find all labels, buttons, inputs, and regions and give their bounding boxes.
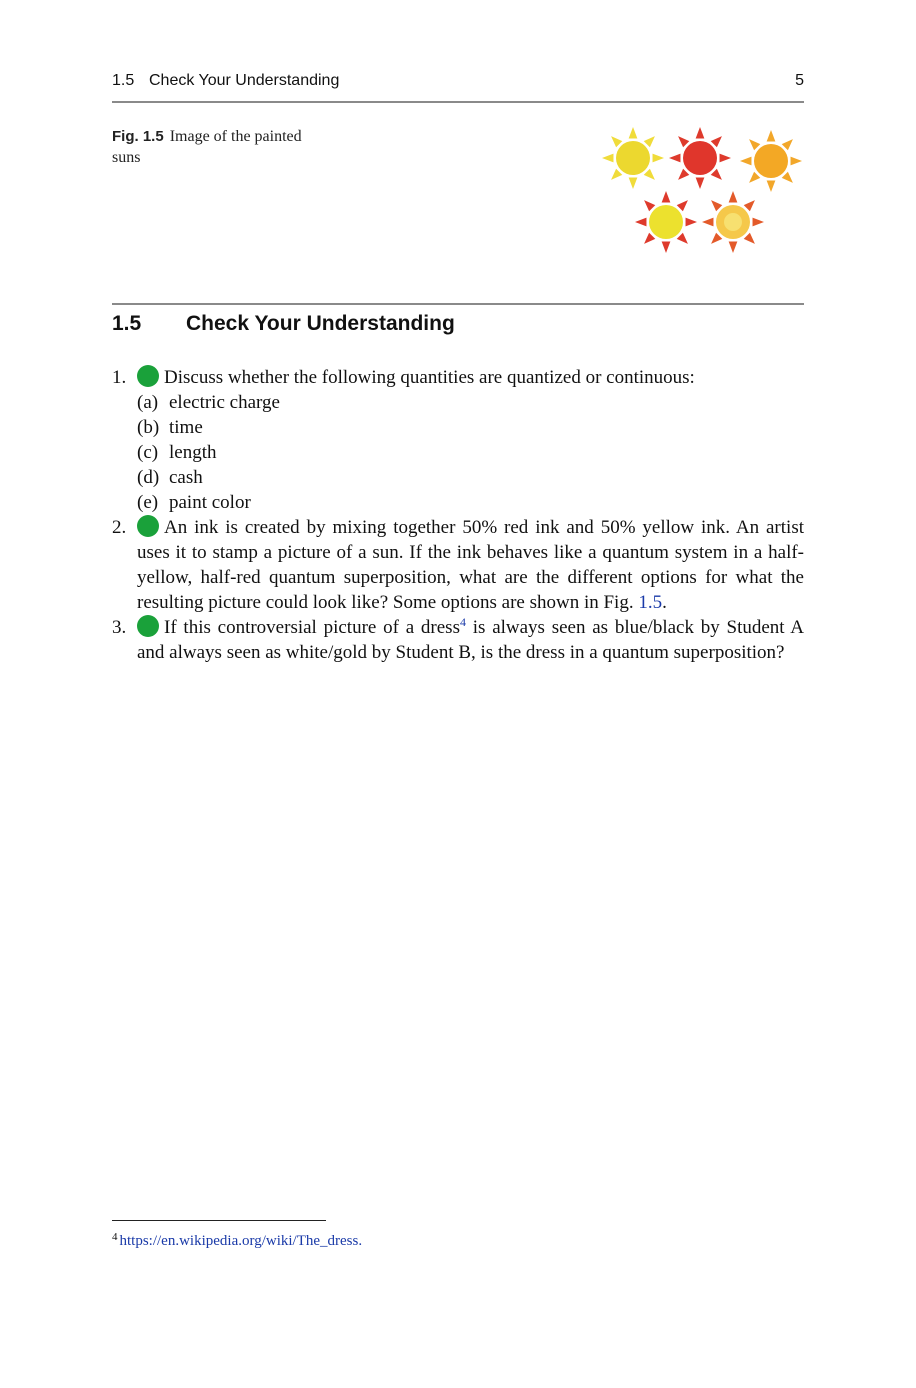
sun-ray — [767, 181, 776, 192]
sun-ray — [711, 169, 722, 180]
header-rule — [112, 101, 804, 103]
difficulty-dot-icon — [137, 615, 159, 637]
exercise-number: 2. — [112, 517, 127, 538]
sun-ray — [678, 136, 689, 147]
sun-red-icon — [669, 127, 731, 189]
page-number: 5 — [795, 72, 804, 89]
exercise-number: 1. — [112, 367, 127, 388]
sun-ray — [644, 136, 655, 147]
sun-ray — [753, 218, 764, 227]
sun-ray — [686, 218, 697, 227]
sun-ray — [662, 191, 671, 202]
running-header-title: Check Your Understanding — [149, 72, 340, 89]
sun-yellow-red-rays-icon — [635, 191, 697, 253]
subitem-text: electric charge — [169, 392, 280, 413]
figure-caption-text: Image of the painted suns — [112, 128, 302, 166]
sun-mixed-icon — [702, 191, 764, 253]
sun-ray — [677, 233, 688, 244]
sun-ray — [696, 178, 705, 189]
footnote-rule — [112, 1220, 326, 1221]
sun-ray — [749, 172, 760, 183]
sun-ray — [702, 218, 713, 227]
section-rule — [112, 303, 804, 305]
sun-ray — [611, 169, 622, 180]
section-number: 1.5 — [112, 312, 142, 335]
sun-ray — [744, 233, 755, 244]
sun-ray — [782, 172, 793, 183]
figure-label: Fig. 1.5 — [112, 128, 164, 145]
painted-suns-image — [596, 124, 808, 260]
sun-ray — [740, 157, 751, 166]
subitem-a — [137, 390, 804, 415]
exercise-1 — [112, 365, 804, 515]
sun-ray — [653, 154, 664, 163]
subitem-text: paint color — [169, 492, 251, 513]
subitem-b — [137, 415, 804, 440]
sun-ray — [662, 242, 671, 253]
sun-ray — [696, 127, 705, 138]
sun-ray — [720, 154, 731, 163]
exercise-2 — [112, 515, 804, 615]
sun-ray — [644, 169, 655, 180]
difficulty-dot-icon — [137, 365, 159, 387]
sun-ray — [729, 191, 738, 202]
difficulty-dot-icon — [137, 515, 159, 537]
exercise-text: If this controversial picture of a dress — [164, 617, 460, 638]
subitem-label: (d) — [137, 467, 160, 488]
sun-ray — [711, 233, 722, 244]
sun-disc — [683, 141, 717, 175]
exercise-text-end: . — [662, 592, 667, 613]
sun-ray — [678, 169, 689, 180]
subitem-label: (b) — [137, 417, 160, 438]
subitem-label: (e) — [137, 492, 159, 513]
sun-ray — [629, 127, 638, 138]
figure-reference-link[interactable]: 1.5 — [638, 592, 663, 613]
section-title: Check Your Understanding — [186, 312, 455, 335]
sun-disc — [754, 144, 788, 178]
footnote — [112, 1227, 362, 1251]
sun-ray — [749, 139, 760, 150]
sun-ray — [669, 154, 680, 163]
sun-ray — [791, 157, 802, 166]
exercise-text: An ink is created by mixing together 50% red ink and 50% yellow ink. An artist uses it to stamp a picture of a sun. If the ink behaves like a quantum system in a half-yellow, half-red quantum superposition, what are the different options for what the resulting picture could look like? Some options are shown in Fig. — [137, 517, 804, 613]
footnote-reference[interactable]: 4 — [459, 615, 466, 629]
footnote-mark: 4 — [112, 1231, 118, 1243]
sun-ray — [644, 200, 655, 211]
sun-inner-disc — [724, 213, 742, 231]
exercise-text: Discuss whether the following quantities are quantized or continuous: — [164, 367, 695, 388]
sun-ray — [782, 139, 793, 150]
sun-ray — [677, 200, 688, 211]
subitem-text: length — [169, 442, 217, 463]
figure-caption — [112, 126, 312, 168]
sun-ray — [629, 178, 638, 189]
sun-ray — [744, 200, 755, 211]
running-header — [112, 72, 804, 92]
sun-disc — [616, 141, 650, 175]
sun-ray — [644, 233, 655, 244]
exercise-number: 3. — [112, 617, 127, 638]
running-header-section-number: 1.5 — [112, 72, 135, 89]
subitem-text: cash — [169, 467, 203, 488]
sun-ray — [602, 154, 613, 163]
subitem-c — [137, 440, 804, 465]
sun-ray — [711, 200, 722, 211]
exercise-3 — [112, 615, 804, 665]
exercise-list — [112, 365, 804, 665]
sun-orange-icon — [740, 130, 802, 192]
sun-ray — [767, 130, 776, 141]
sun-ray — [711, 136, 722, 147]
footnote-url-link[interactable]: https://en.wikipedia.org/wiki/The_dress. — [119, 1233, 363, 1249]
subitem-label: (c) — [137, 442, 159, 463]
sun-ray — [611, 136, 622, 147]
sun-ray — [729, 242, 738, 253]
subitem-e — [137, 490, 804, 515]
sun-disc — [649, 205, 683, 239]
subitem-label: (a) — [137, 392, 159, 413]
exercise-text-continued: is always seen as blue/black by Student A and always seen as white/gold by Student B, is the dress in a quantum superposition? — [137, 617, 805, 663]
sun-ray — [635, 218, 646, 227]
subitem-d — [137, 465, 804, 490]
sun-yellow-icon — [602, 127, 664, 189]
subitem-text: time — [169, 417, 203, 438]
